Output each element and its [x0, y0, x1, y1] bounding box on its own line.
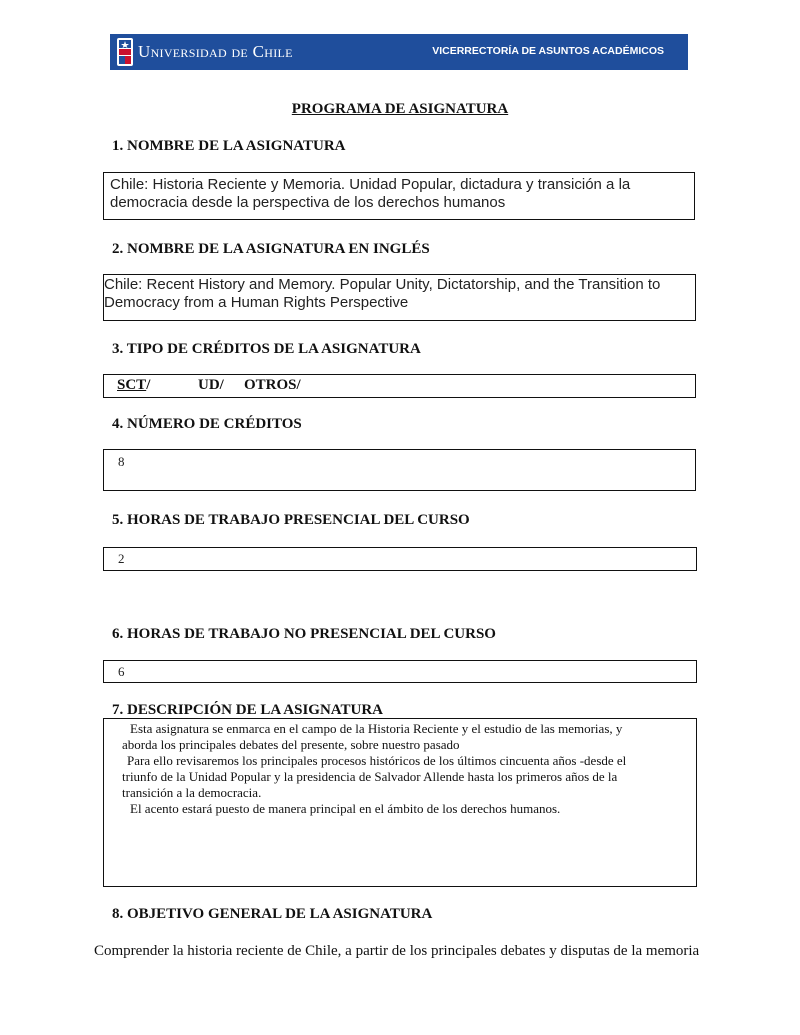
- course-description-box: [103, 718, 697, 887]
- general-objective-text: Comprender la historia reciente de Chile, a partir de los principales debates y disputas de la memoria: [94, 943, 700, 959]
- credit-type-sct-label: SCT: [117, 377, 147, 393]
- in-person-hours-value: 2: [118, 551, 125, 566]
- credits-number-box: [103, 449, 696, 491]
- description-line-5: transición a la democracia.: [122, 785, 262, 800]
- section-2-heading: 2. NOMBRE DE LA ASIGNATURA EN INGLÉS: [112, 241, 430, 257]
- university-crest-icon: [116, 37, 134, 67]
- university-name: Universidad de Chile: [138, 42, 293, 61]
- credit-type-sct-slash: /: [146, 377, 151, 393]
- description-line-2: aborda los principales debates del presente, sobre nuestro pasado: [122, 737, 460, 752]
- header-banner: [110, 34, 688, 70]
- remote-hours-value: 6: [118, 664, 125, 679]
- section-5-heading: 5. HORAS DE TRABAJO PRESENCIAL DEL CURSO: [112, 512, 470, 528]
- description-line-4: triunfo de la Unidad Popular y la presidencia de Salvador Allende hasta los primeros años de la: [122, 769, 618, 784]
- course-name-line-1: Chile: Historia Reciente y Memoria. Unidad Popular, dictadura y transición a la: [110, 176, 631, 193]
- vice-rectory-label: VICERRECTORÍA DE ASUNTOS ACADÉMICOS: [432, 45, 664, 57]
- description-line-6: El acento estará puesto de manera principal en el ámbito de los derechos humanos.: [130, 801, 561, 816]
- course-name-line-2: democracia desde la perspectiva de los derechos humanos: [110, 194, 506, 211]
- credit-type-box: [103, 374, 696, 398]
- course-name-english-line-2: Democracy from a Human Rights Perspective: [104, 294, 409, 311]
- section-4-heading: 4. NÚMERO DE CRÉDITOS: [112, 416, 302, 432]
- section-3-heading: 3. TIPO DE CRÉDITOS DE LA ASIGNATURA: [112, 341, 421, 357]
- description-line-3: Para ello revisaremos los principales procesos históricos de los últimos cincuenta años -desde el: [127, 753, 627, 768]
- section-7-heading: 7. DESCRIPCIÓN DE LA ASIGNATURA: [112, 702, 384, 718]
- course-name-english-box: [103, 274, 696, 321]
- section-1-heading: 1. NOMBRE DE LA ASIGNATURA: [112, 138, 346, 154]
- credit-type-sct: [117, 377, 150, 394]
- section-6-heading: 6. HORAS DE TRABAJO NO PRESENCIAL DEL CURSO: [112, 626, 496, 642]
- remote-hours-box: [103, 660, 697, 683]
- description-line-1: Esta asignatura se enmarca en el campo de la Historia Reciente y el estudio de las memorias, y: [130, 721, 623, 736]
- credit-type-otros: OTROS/: [244, 377, 301, 393]
- document-title: PROGRAMA DE ASIGNATURA: [291, 101, 509, 117]
- credit-type-ud: UD/: [198, 377, 224, 393]
- credits-number-value: 8: [118, 454, 125, 469]
- course-name-box: [103, 172, 695, 220]
- section-8-heading: 8. OBJETIVO GENERAL DE LA ASIGNATURA: [112, 906, 433, 922]
- course-name-english-line-1: Chile: Recent History and Memory. Popular Unity, Dictatorship, and the Transition to: [104, 276, 661, 293]
- in-person-hours-box: [103, 547, 697, 571]
